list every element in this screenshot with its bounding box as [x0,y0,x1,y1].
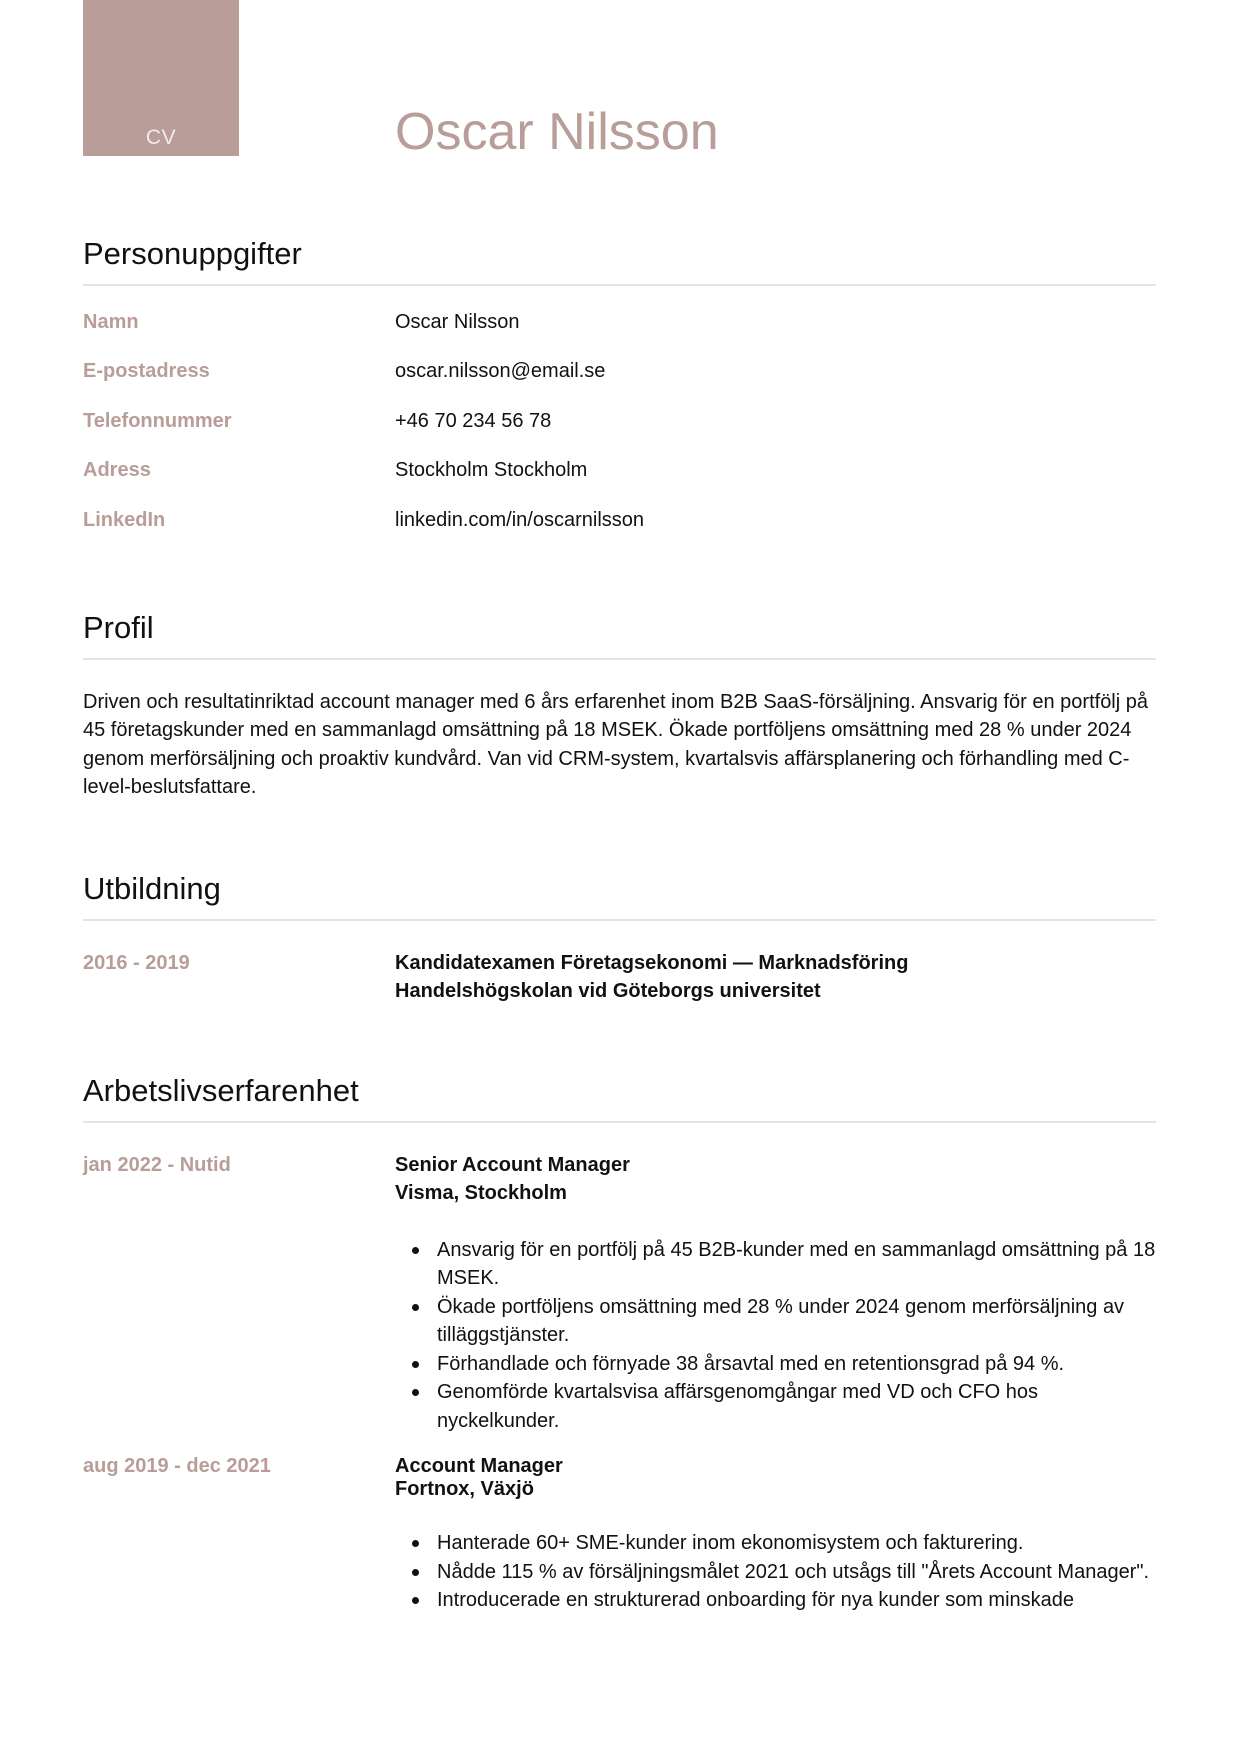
info-row-name [83,310,1156,360]
job-company: Fortnox, Växjö [395,1478,534,1501]
info-row-linkedin [83,508,1156,558]
job-period: jan 2022 - Nutid [83,1153,231,1176]
profile-section [83,610,1156,802]
achievement-item: Ökade portföljens omsättning med 28 % under 2024 genom merförsäljning av tilläggstjänster. [395,1293,1156,1350]
job-achievements [395,1236,1156,1436]
achievement-item: Introducerade en strukturerad onboarding för nya kunder som minskade [395,1586,1156,1615]
cv-badge [83,0,239,156]
degree-title: Kandidatexamen Företagsekonomi — Marknadsföring [395,951,909,974]
cv-badge-label: CV [145,126,177,149]
education-entry [83,949,1156,1006]
personal-info-list [83,310,1156,558]
info-row-email [83,359,1156,409]
job-company: Visma, Stockholm [395,1182,567,1205]
school-name: Handelshögskolan vid Göteborgs universitet [395,980,821,1003]
education-details [395,949,1156,1006]
info-row-address [83,458,1156,508]
achievement-item: Genomförde kvartalsvisa affärsgenomgångar med VD och CFO hos nyckelkunder. [395,1378,1156,1435]
education-section [83,871,1156,1006]
achievement-item: Ansvarig för en portfölj på 45 B2B-kunder med en sammanlagd omsättning på 18 MSEK. [395,1236,1156,1293]
info-label: E-postadress [83,360,210,383]
info-label: Telefonnummer [83,409,232,432]
education-heading: Utbildning [83,871,1156,921]
job-entry [83,1151,1156,1436]
job-period: aug 2019 - dec 2021 [83,1455,271,1478]
profile-summary: Driven och resultatinriktad account manager med 6 års erfarenhet inom B2B SaaS-försäljning. Ansvarig för en portfölj på 45 företagskunder med en sammanlagd omsättning på 18 MSEK. Ökade portföljens omsättning med 28 % under 2024 genom merförsäljning och proaktiv kundvård. Van vid CRM-system, kvartalsvis affärsplanering och förhandling med C-level-beslutsfattare. [83,690,1148,799]
job-title: Senior Account Manager [395,1153,630,1176]
info-value: linkedin.com/in/oscarnilsson [395,508,645,531]
experience-section [83,1073,1156,1615]
personal-info-section [83,236,1156,557]
candidate-name: Oscar Nilsson [395,103,719,161]
info-row-phone [83,409,1156,459]
job-details [395,1151,1156,1436]
job-achievements [395,1529,1156,1615]
job-details [395,1455,1156,1615]
info-value: oscar.nilsson@email.se [395,360,606,383]
info-label: LinkedIn [83,508,166,531]
info-value: +46 70 234 56 78 [395,409,552,432]
achievement-item: Förhandlade och förnyade 38 årsavtal med en retentionsgrad på 94 %. [395,1350,1156,1379]
info-value: Oscar Nilsson [395,310,520,333]
achievement-item: Nådde 115 % av försäljningsmålet 2021 och utsågs till "Årets Account Manager". [395,1558,1156,1587]
job-entry [83,1455,1156,1615]
info-value: Stockholm Stockholm [395,459,588,482]
info-label: Namn [83,310,139,333]
personal-info-heading: Personuppgifter [83,236,1156,286]
experience-heading: Arbetslivserfarenhet [83,1073,1156,1123]
education-period: 2016 - 2019 [83,951,190,974]
achievement-item: Hanterade 60+ SME-kunder inom ekonomisystem och fakturering. [395,1529,1156,1558]
profile-heading: Profil [83,610,1156,660]
job-title: Account Manager [395,1455,563,1478]
info-label: Adress [83,459,151,482]
